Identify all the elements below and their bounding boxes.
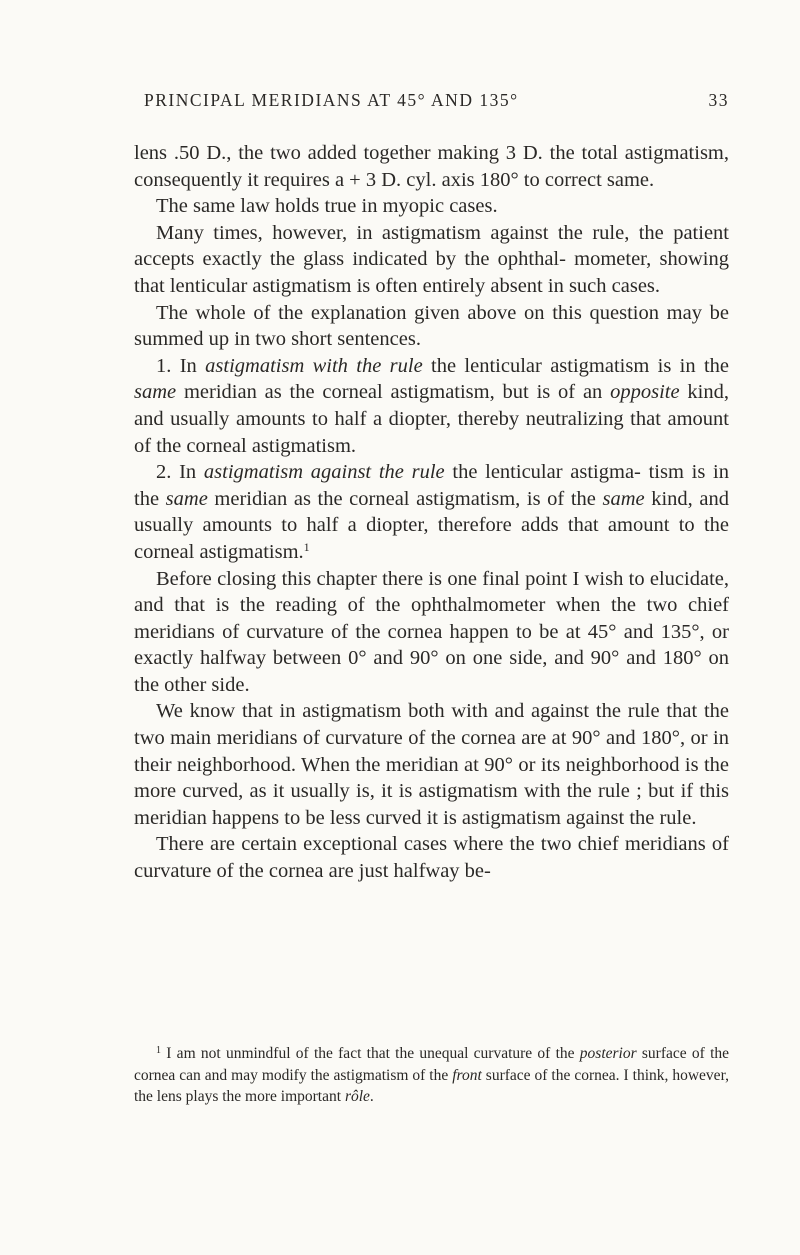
paragraph-final-point: Before closing this chapter there is one final point I wish to elucidate, and that is the reading of the ophthalmometer when the two chief meridians of curvature of the cornea happen to be at 45° and 135°, or exactly halfway between 0° and 90° on one side, and 90° and 180° on the other side. <box>134 567 729 696</box>
rule-two-same-kind: same <box>602 487 645 510</box>
footnote-posterior: posterior <box>579 1045 637 1062</box>
footnote-text-4: . <box>369 1088 374 1106</box>
paragraph-summary-intro: The whole of the explanation given above on this question may be summed up in two short sentences. <box>134 301 729 351</box>
rule-two-text-2: meridian as the corneal astigmatism, is of the <box>207 487 603 510</box>
footnote-text-3: surface of the cornea. I think, however, the lens plays the more important <box>134 1066 729 1106</box>
paragraph-main-meridians: We know that in astigmatism both with and against the rule that the two main meridians of curvature of the cornea are at 90° and 180°, or in their neighborhood. When the meridian at 90° or its neighborhood is the more curved, as it usually is, it is astigmatism with the rule ; but if this meridian happens to be less curved it is astigmatism against the rule. <box>134 700 729 829</box>
footnote-front: front <box>452 1066 482 1084</box>
rule-two-same: same <box>165 487 208 510</box>
paragraph-myopic-cases: The same law holds true in myopic cases. <box>156 195 498 218</box>
rule-one-text: the lenticular astigmatism is in the <box>422 354 729 377</box>
chapter-running-title: PRINCIPAL MERIDIANS AT 45° AND 135° <box>144 90 519 110</box>
running-head <box>144 90 729 116</box>
footnote <box>134 1043 729 1108</box>
footnote-text-2: surface of the cornea can and may modify the astigmatism of the <box>134 1045 730 1084</box>
rule-one-text-3: kind, and usually amounts to half a diopter, thereby neutralizing that amount of the corneal astigmatism. <box>134 381 729 457</box>
page-number: 33 <box>708 90 729 110</box>
rule-two-text: the lenticular astigma- tism is in the <box>134 461 729 510</box>
footnote-role: rôle <box>344 1088 370 1106</box>
rule-one-lead: 1. In <box>156 354 206 377</box>
paragraph-rule-two <box>134 459 729 565</box>
rule-one-term: astigmatism with the rule <box>205 354 423 377</box>
paragraph-exceptional-cases: There are certain exceptional cases where the two chief meridians of curvature of the cornea are just halfway be- <box>134 833 729 883</box>
paragraph-continued: lens .50 D., the two added together making 3 D. the total astigmatism, consequently it requires a + 3 D. cyl. axis 180° to correct same. <box>134 142 729 191</box>
rule-one-text-2: meridian as the corneal astigmatism, but is of an <box>176 381 611 404</box>
rule-one-opposite: opposite <box>610 381 680 404</box>
footnote-text-1: I am not unmindful of the fact that the unequal curvature of the <box>166 1045 580 1062</box>
paragraph-against-rule: Many times, however, in astigmatism against the rule, the patient accepts exactly the glass indicated by the ophthal- mometer, showing that lenticular astigmatism is often entirely absent in such cases. <box>134 221 729 297</box>
footnote-text <box>134 1043 729 1108</box>
rule-two-text-3: kind, and usually amounts to half a diopter, therefore adds that amount to the corneal astigmatism. <box>134 487 730 563</box>
rule-two-lead: 2. In <box>156 461 204 484</box>
body-text <box>134 140 729 885</box>
rule-one-same: same <box>134 381 177 404</box>
footnote-reference[interactable]: 1 <box>303 539 310 554</box>
footnote-marker: 1 <box>156 1045 161 1056</box>
rule-two-term: astigmatism against the rule <box>203 461 445 484</box>
paragraph-rule-one <box>134 353 729 459</box>
